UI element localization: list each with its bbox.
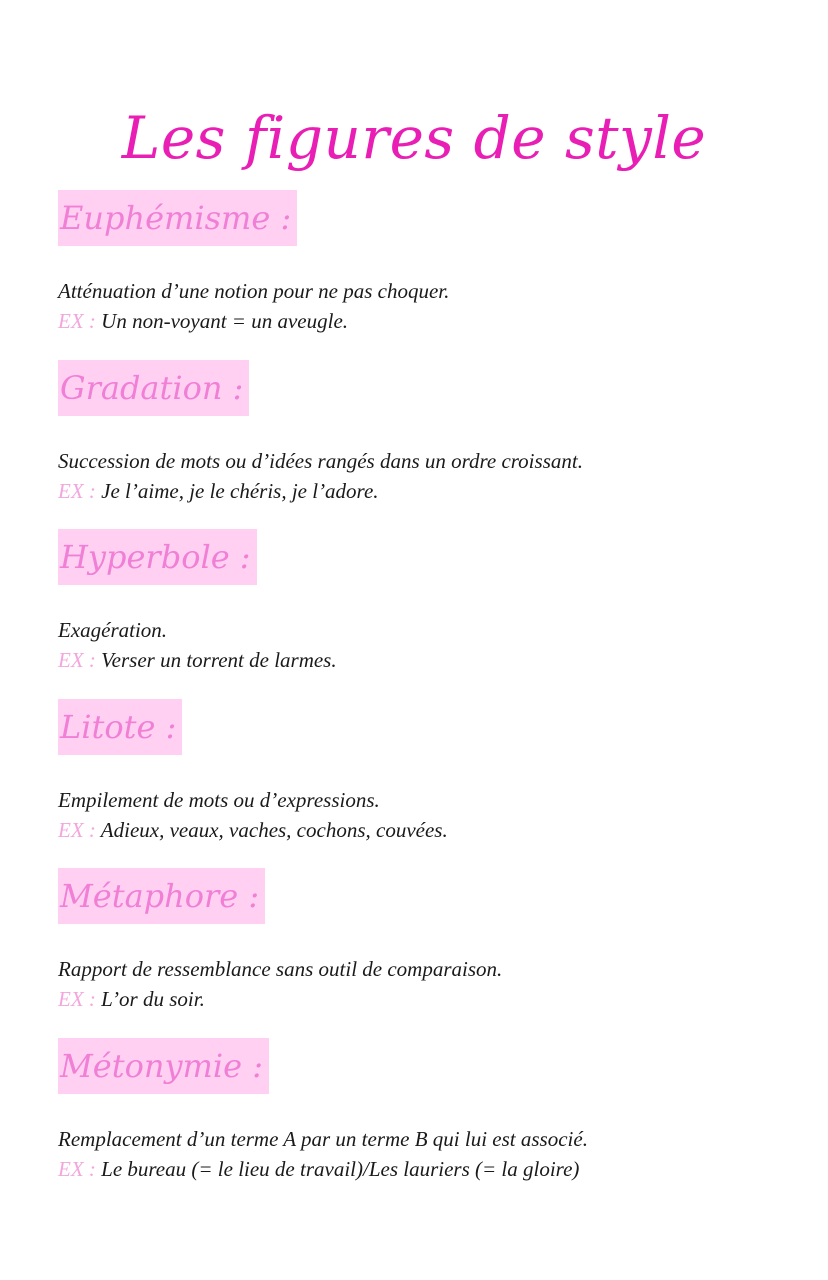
ex-label: EX :: [58, 479, 96, 503]
section-litote: [58, 699, 798, 845]
example-line: [58, 984, 798, 1014]
section-gradation: [58, 360, 798, 506]
ex-label: EX :: [58, 648, 96, 672]
example-text: Un non-voyant = un aveugle.: [101, 309, 349, 333]
section-euphemisme: [58, 190, 798, 336]
section-hyperbole: [58, 529, 798, 675]
ex-label: EX :: [58, 309, 96, 333]
example-line: [58, 815, 798, 845]
ex-label: EX :: [58, 987, 96, 1011]
definition-text: Exagération.: [58, 618, 168, 642]
definition-text: Remplacement d’un terme A par un terme B qui lui est associé.: [58, 1127, 588, 1151]
term-heading: Euphémisme :: [58, 190, 297, 246]
ex-label: EX :: [58, 1157, 96, 1181]
example-text: L’or du soir.: [101, 987, 205, 1011]
example-line: [58, 306, 798, 336]
section-metonymie: [58, 1038, 798, 1184]
section-metaphore: [58, 868, 798, 1014]
ex-label: EX :: [58, 818, 96, 842]
term-heading: Métaphore :: [58, 868, 265, 924]
definition-text: Succession de mots ou d’idées rangés dans un ordre croissant.: [58, 449, 583, 473]
definition-text: Empilement de mots ou d’expressions.: [58, 788, 380, 812]
example-text: Le bureau (= le lieu de travail)/Les lauriers (= la gloire): [101, 1157, 580, 1181]
term-heading: Hyperbole :: [58, 529, 257, 585]
example-text: Verser un torrent de larmes.: [101, 648, 337, 672]
example-line: [58, 1154, 798, 1184]
term-heading: Litote :: [58, 699, 182, 755]
example-line: [58, 476, 798, 506]
example-text: Adieux, veaux, vaches, cochons, couvées.: [100, 818, 448, 842]
term-heading: Métonymie :: [58, 1038, 269, 1094]
page-title: Les figures de style: [121, 104, 707, 172]
example-line: [58, 645, 798, 675]
example-text: Je l’aime, je le chéris, je l’adore.: [101, 479, 379, 503]
definition-text: Atténuation d’une notion pour ne pas choquer.: [58, 279, 450, 303]
definition-text: Rapport de ressemblance sans outil de comparaison.: [58, 957, 503, 981]
term-heading: Gradation :: [58, 360, 249, 416]
